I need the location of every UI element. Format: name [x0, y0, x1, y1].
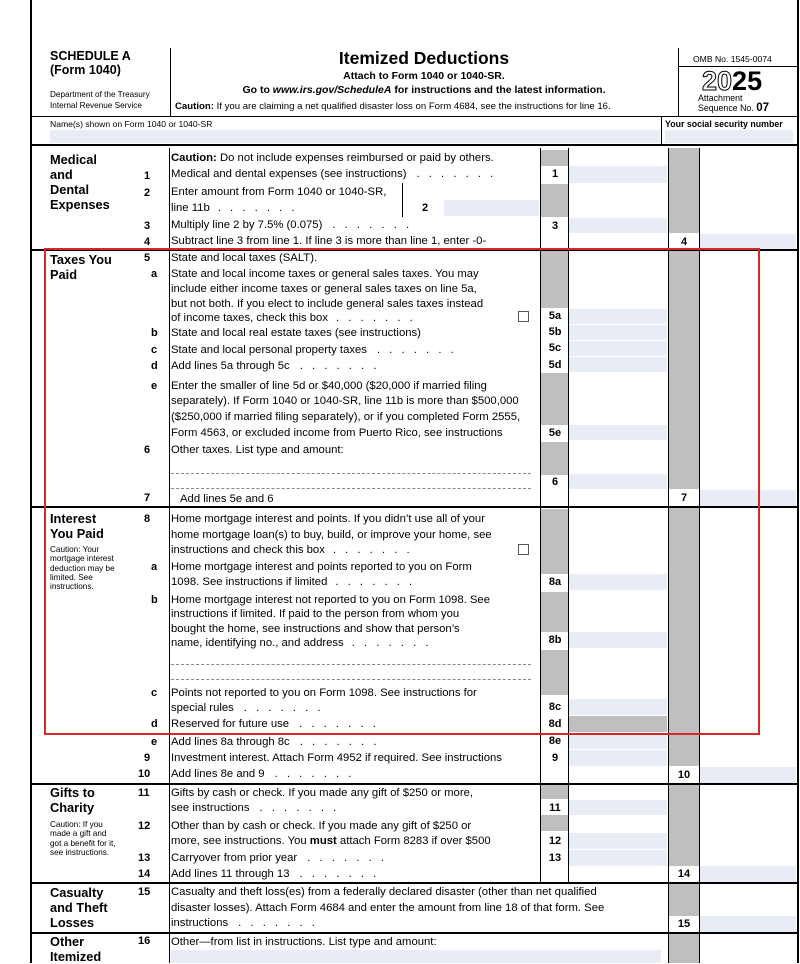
names-field[interactable]	[50, 130, 660, 143]
shade-med-caution	[541, 150, 568, 166]
line-num-14: 14	[138, 868, 151, 880]
line-15-text-1: Casualty and theft loss(es) from a federally declared disaster (other than net qualified	[171, 886, 597, 898]
box-1: 1	[551, 168, 559, 180]
line-11-text-2: see instructions . . . . . . .	[171, 802, 340, 814]
line-9-text: Investment interest. Attach Form 4952 if required. See instructions	[171, 752, 502, 764]
line-7-text: Add lines 5e and 6	[180, 493, 274, 505]
box-5d: 5d	[548, 359, 562, 371]
form-title: Itemized Deductions	[338, 48, 510, 68]
line-15-text-3: instructions . . . . . . .	[171, 917, 318, 929]
line-5a-text-2: include either income taxes or general sales taxes on line 5a,	[171, 283, 477, 295]
line-5e-text-2: separately). If Form 1040 or 1040-SR, line 11b is more than $500,000	[171, 395, 519, 407]
line-num-7: 7	[144, 492, 151, 504]
total-field-4[interactable]	[700, 234, 796, 249]
names-label: Name(s) shown on Form 1040 or 1040-SR	[50, 119, 213, 129]
box-13: 13	[548, 852, 562, 864]
line-num-10: 10	[138, 768, 151, 780]
amount-field-12[interactable]	[569, 833, 667, 849]
line-8c-text-1: Points not reported to you on Form 1098. See instructions for	[171, 687, 477, 699]
section-interest: Interest You Paid	[50, 511, 104, 541]
highlight-box	[44, 248, 760, 735]
header-divider-right	[678, 48, 679, 116]
goto-prefix: Go to	[242, 84, 273, 96]
line-16-text: Other—from list in instructions. List type and amount:	[171, 936, 437, 948]
total-field-10[interactable]	[700, 767, 796, 783]
line-num-11: 11	[138, 787, 150, 799]
amount-field-3[interactable]	[569, 218, 667, 233]
line-num-5e: e	[151, 380, 158, 392]
line-num-16: 16	[138, 935, 151, 947]
line-8-text-2: home mortgage loan(s) to buy, build, or improve your home, see	[171, 529, 492, 541]
total-field-15[interactable]	[700, 916, 796, 933]
line-13-text: Carryover from prior year . . . . . . .	[171, 852, 387, 864]
medical-caution: Caution: Do not include expenses reimbursed or paid by others.	[171, 152, 494, 164]
line-5a-text-1: State and local income taxes or general sales taxes. You may	[171, 268, 479, 280]
line-num-6: 6	[144, 444, 151, 456]
line-5a-text-4: of income taxes, check this box . . . . . . .	[171, 312, 416, 324]
header-caution	[175, 101, 611, 113]
line-2-text-b: line 11b . . . . . . .	[171, 202, 298, 214]
line-num-2: 2	[144, 187, 151, 199]
line-5e-text-1: Enter the smaller of line 5d or $40,000 ($20,000 if married filing	[171, 380, 487, 392]
line-12-text-2: more, see instructions. You must attach Form 8283 if over $500	[171, 835, 491, 847]
line-num-12: 12	[138, 820, 151, 832]
dept-treasury: Department of the Treasury	[50, 90, 150, 99]
line-8b-text-2: instructions if limited. If paid to the person from whom you	[171, 608, 460, 620]
line-8b-text-4: name, identifying no., and address . . . . . . .	[171, 637, 432, 649]
sequence-label: Sequence No. 07	[698, 102, 769, 114]
line-num-3: 3	[144, 220, 151, 232]
section-gifts: Gifts to Charity	[50, 785, 95, 815]
caution-text: If you are claiming a net qualified disaster loss on Form 4684, see the instructions for line 16.	[213, 101, 611, 112]
line-num-8: 8	[144, 513, 151, 525]
line-8b-text-1: Home mortgage interest not reported to you on Form 1098. See	[171, 594, 490, 606]
line-4-text: Subtract line 3 from line 1. If line 3 is more than line 1, enter -0-	[171, 235, 487, 247]
tax-year	[702, 66, 762, 96]
tax-year-bold: 25	[732, 66, 763, 96]
line2-box-rule	[402, 183, 403, 217]
line-5e-text-4: Form 4563, or excluded income from Puerto Rico, see instructions	[171, 427, 503, 439]
shade-outer-other	[669, 933, 699, 963]
line-5c-text: State and local personal property taxes . . . . . . .	[171, 344, 457, 356]
box-3: 3	[551, 220, 559, 232]
box-5e: 5e	[548, 427, 562, 439]
interest-caution: Caution: Your mortgage interest deduction may be limited. See instructions.	[50, 545, 115, 592]
goto-instruction	[170, 84, 678, 97]
box-8b: 8b	[548, 634, 562, 646]
box-5b: 5b	[548, 326, 562, 338]
line-num-8e: e	[151, 736, 158, 748]
line-8d-text: Reserved for future use . . . . . . .	[171, 718, 379, 730]
form-label: (Form 1040)	[50, 63, 121, 77]
line-num-5b: b	[151, 327, 158, 339]
line-12-text-1: Other than by cash or check. If you made any gift of $250 or	[171, 820, 472, 832]
line-14-text: Add lines 11 through 13 . . . . . . .	[171, 868, 380, 880]
line-8e-text: Add lines 8a through 8c . . . . . . .	[171, 736, 380, 748]
shade-outer-gifts	[669, 783, 699, 866]
amount-field-8e[interactable]	[569, 733, 667, 749]
line-2-text-a: Enter amount from Form 1040 or 1040-SR,	[171, 186, 387, 198]
line-5a-text-3: but not both. If you elect to include general sales taxes instead	[171, 298, 484, 310]
names-bottom-rule	[30, 144, 797, 146]
line-num-13: 13	[138, 852, 151, 864]
line-8-text-3: instructions and check this box . . . . . . .	[171, 544, 413, 556]
total-field-14[interactable]	[700, 866, 796, 882]
attach-instruction: Attach to Form 1040 or 1040-SR.	[343, 70, 505, 82]
section-medical: Medical and Dental Expenses	[50, 152, 110, 212]
box-5a: 5a	[548, 310, 562, 322]
line-num-5a: a	[151, 268, 158, 280]
box-5c: 5c	[548, 342, 562, 354]
line-num-8a: a	[151, 561, 158, 573]
gifts-caution: Caution: If you made a gift and got a benefit for it, see instructions.	[50, 820, 116, 857]
box-8d: 8d	[548, 718, 562, 730]
section-taxes: Taxes You Paid	[50, 252, 112, 282]
box-8c: 8c	[548, 701, 562, 713]
line-16-entry-field[interactable]	[171, 950, 661, 963]
line-6-text: Other taxes. List type and amount:	[171, 444, 344, 456]
line-num-8b: b	[151, 594, 158, 606]
box-10: 10	[677, 769, 691, 781]
shade-line2	[541, 184, 568, 217]
header-bottom-rule	[30, 116, 797, 117]
irs-url[interactable]: www.irs.gov/ScheduleA	[272, 84, 392, 96]
box-12: 12	[548, 835, 562, 847]
box-14: 14	[677, 868, 691, 880]
line-5d-text: Add lines 5a through 5c . . . . . . .	[171, 360, 380, 372]
line-8-text-1: Home mortgage interest and points. If you didn’t use all of your	[171, 513, 485, 525]
sequence-number: 07	[756, 102, 769, 114]
amount-field-11[interactable]	[569, 800, 667, 815]
line-11-text-1: Gifts by cash or check. If you made any gift of $250 or more,	[171, 787, 474, 799]
ssn-divider	[661, 116, 662, 144]
right-border	[797, 0, 799, 963]
section-casualty: Casualty and Theft Losses	[50, 885, 108, 930]
line-5-text: State and local taxes (SALT).	[171, 252, 318, 264]
box-15: 15	[677, 918, 691, 930]
line-8a-text-1: Home mortgage interest and points reported to you on Form	[171, 561, 472, 573]
line-num-5c: c	[151, 344, 158, 356]
line-8c-text-2: special rules . . . . . . .	[171, 702, 324, 714]
box-9: 9	[551, 752, 559, 764]
box-2: 2	[421, 202, 429, 214]
schedule-label: SCHEDULE A	[50, 49, 131, 63]
box-8e: 8e	[548, 735, 562, 747]
amount-field-1[interactable]	[569, 166, 667, 183]
box-4: 4	[680, 236, 688, 248]
box-7: 7	[680, 492, 688, 504]
shade-line11	[541, 783, 568, 799]
line-1-text: Medical and dental expenses (see instructions) . . . . . . .	[171, 168, 497, 180]
line-3-text: Multiply line 2 by 7.5% (0.075) . . . . . . .	[171, 219, 413, 231]
dept-irs: Internal Revenue Service	[50, 101, 142, 110]
line-num-9: 9	[144, 752, 151, 764]
line-num-4: 4	[144, 236, 151, 248]
line-10-text: Add lines 8e and 9 . . . . . . .	[171, 768, 355, 780]
shade-outer-casualty	[669, 882, 699, 916]
line-15-text-2: disaster losses). Attach Form 4684 and enter the amount from line 18 of that form. See	[171, 902, 605, 914]
section-other: Other Itemized	[50, 934, 102, 964]
amount-field-13[interactable]	[569, 850, 667, 866]
line-5e-text-3: ($250,000 if married filing separately), or if you completed Form 2555,	[171, 411, 521, 423]
box-8a: 8a	[548, 576, 562, 588]
shade-outer-medical	[669, 148, 699, 233]
goto-suffix: for instructions and the latest information.	[391, 84, 606, 96]
caution-label: Caution:	[175, 101, 214, 112]
line-5b-text: State and local real estate taxes (see instructions)	[171, 327, 421, 339]
line-num-15: 15	[138, 886, 151, 898]
line-num-5d: d	[151, 360, 158, 372]
shade-line12	[541, 815, 568, 831]
line-num-8c: c	[151, 687, 158, 699]
omb-number: OMB No. 1545-0074	[693, 54, 772, 64]
amount-field-2[interactable]	[444, 200, 539, 216]
tax-year-outline: 20	[702, 66, 733, 96]
line-8a-text-2: 1098. See instructions if limited . . . . . . .	[171, 576, 416, 588]
attachment-label: Attachment	[698, 93, 743, 103]
amount-field-9[interactable]	[569, 750, 667, 766]
ssn-field[interactable]	[665, 130, 793, 143]
line-num-8d: d	[151, 718, 158, 730]
line-num-1: 1	[144, 170, 151, 182]
line-num-5: 5	[144, 252, 151, 264]
box-6: 6	[551, 476, 559, 488]
box-11: 11	[549, 802, 561, 814]
line-8b-text-3: bought the home, see instructions and show that person’s	[171, 623, 460, 635]
ssn-label: Your social security number	[665, 119, 783, 129]
